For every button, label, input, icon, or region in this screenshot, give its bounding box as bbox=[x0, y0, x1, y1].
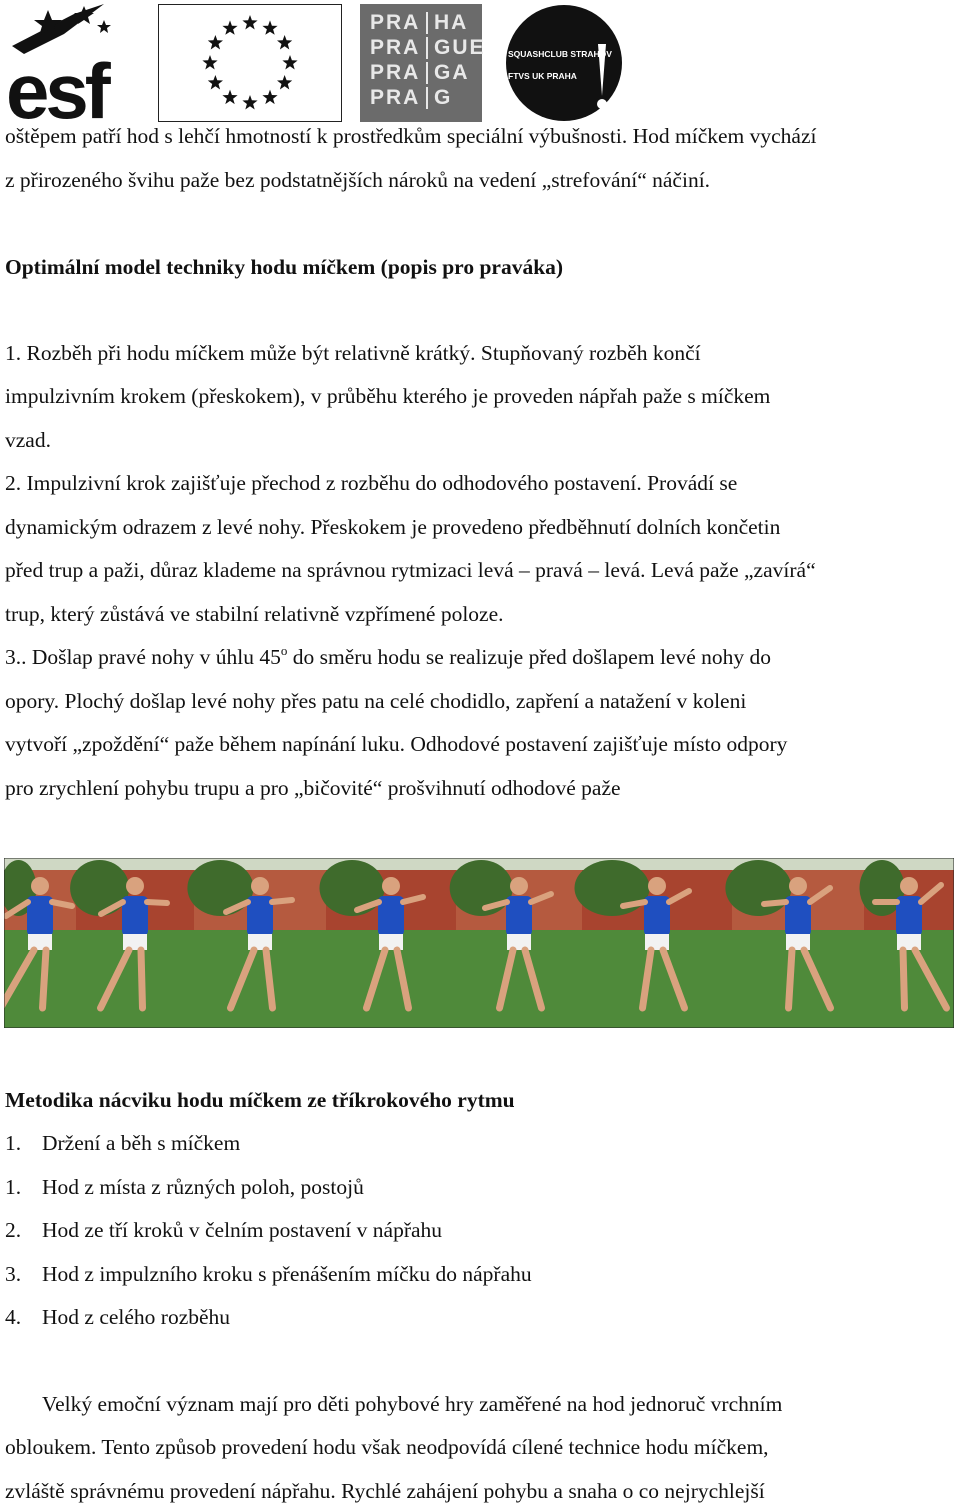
list-item bbox=[5, 1175, 364, 1200]
athlete-head bbox=[648, 877, 666, 895]
eu-star-icon bbox=[202, 55, 217, 70]
paragraph-line: trup, který zůstává ve stabilní relativně vzpřímené poloze. bbox=[5, 602, 504, 626]
praha-divider bbox=[426, 62, 428, 84]
eu-stars-icon bbox=[159, 5, 341, 121]
athlete-head bbox=[251, 877, 269, 895]
eu-star-icon bbox=[262, 90, 277, 105]
throw-sequence-photo bbox=[4, 858, 954, 1028]
list-number: 3. bbox=[5, 1262, 22, 1286]
esf-logo-graphic bbox=[4, 4, 140, 122]
praha-text: PRA bbox=[370, 36, 421, 59]
list-item bbox=[5, 1262, 532, 1287]
eu-star-icon bbox=[277, 75, 292, 90]
intro-line-2: z přirozeného švihu paže bez podstatnějších nároků na vedení „strefování“ náčiní. bbox=[5, 168, 711, 192]
athlete-arm bbox=[764, 902, 786, 904]
paragraph-line: 2. Impulzivní krok zajišťuje přechod z rozběhu do odhodového postavení. Provádí se bbox=[5, 471, 738, 495]
list-item bbox=[5, 1131, 240, 1156]
athlete-arm bbox=[623, 902, 645, 906]
angle-text-before: 3.. Došlap pravé nohy v úhlu 45 bbox=[5, 645, 281, 669]
athlete-head bbox=[510, 877, 528, 895]
paragraph-line: impulzivním krokem (přeskokem), v průběhu kterého je proveden nápřah paže s míčkem bbox=[5, 384, 771, 408]
praha-text: GA bbox=[434, 61, 470, 84]
athlete-head bbox=[126, 877, 144, 895]
paragraph-line: opory. Plochý došlap levé nohy přes patu na celé chodidlo, zapření a natažení v koleni bbox=[5, 689, 747, 713]
list-item bbox=[5, 1305, 230, 1330]
tree bbox=[450, 860, 513, 916]
eu-star-icon bbox=[277, 35, 292, 50]
list-number: 4. bbox=[5, 1305, 22, 1329]
list-item bbox=[5, 1218, 442, 1243]
paragraph-line: vzad. bbox=[5, 428, 51, 452]
esf-wordmark: esf bbox=[6, 47, 107, 122]
list-number: 1. bbox=[5, 1131, 22, 1155]
praha-divider bbox=[426, 37, 428, 59]
list-text: Hod z impulzního kroku s přenášením míčku do nápřahu bbox=[42, 1262, 532, 1286]
eu-flag-logo bbox=[158, 4, 342, 122]
tree bbox=[320, 860, 385, 916]
list-number: 1. bbox=[5, 1175, 22, 1199]
paragraph-line: 1. Rozběh při hodu míčkem může být relativně krátký. Stupňovaný rozběh končí bbox=[5, 341, 701, 365]
squash-top-text: SQUASHCLUB STRAHOV bbox=[508, 49, 612, 59]
praha-row bbox=[370, 85, 486, 110]
section-heading-technique: Optimální model techniky hodu míčkem (popis pro praváka) bbox=[5, 255, 564, 279]
squash-bottom-text: FTVS UK PRAHA bbox=[508, 71, 577, 81]
eu-star-icon bbox=[242, 15, 257, 30]
squash-circle-icon bbox=[498, 4, 630, 122]
list-text: Držení a běh s míčkem bbox=[42, 1131, 241, 1155]
tree bbox=[187, 860, 253, 916]
section-heading-methodology: Metodika nácviku hodu míčkem ze tříkrokového rytmu bbox=[5, 1088, 515, 1112]
praha-row bbox=[370, 35, 486, 60]
praha-divider bbox=[426, 87, 428, 109]
praha-text: HA bbox=[434, 11, 469, 34]
list-text: Hod z místa z různých poloh, postojů bbox=[42, 1175, 364, 1199]
squashclub-strahov-logo bbox=[498, 4, 630, 122]
paragraph-line: před trup a paži, důraz klademe na správnou rytmizaci levá – pravá – levá. Levá paže „zavírá“ bbox=[5, 558, 816, 582]
athlete-leg bbox=[141, 950, 143, 1008]
angle-text-after: do směru hodu se realizuje před došlapem levé nohy do bbox=[287, 645, 772, 669]
tree bbox=[575, 860, 650, 916]
praha-row bbox=[370, 10, 486, 35]
athlete-head bbox=[382, 877, 400, 895]
closing-line-3: zvláště správnému provedení nápřahu. Rychlé zahájení pohybu a snaha o co nejrychlejší bbox=[5, 1479, 765, 1503]
list-text: Hod z celého rozběhu bbox=[42, 1305, 231, 1329]
praha-text: PRA bbox=[370, 11, 421, 34]
athlete-head bbox=[789, 877, 807, 895]
tree bbox=[725, 860, 791, 916]
athlete-leg bbox=[43, 950, 47, 1008]
praha-wordmark bbox=[370, 10, 486, 110]
athlete-leg bbox=[789, 950, 793, 1008]
athlete-arm bbox=[52, 902, 72, 906]
athlete-head bbox=[900, 877, 918, 895]
list-text: Hod ze tří kroků v čelním postavení v nápřahu bbox=[42, 1218, 443, 1242]
athlete-arm bbox=[272, 900, 292, 902]
eu-star-icon bbox=[208, 75, 223, 90]
degree-superscript: o bbox=[280, 643, 288, 658]
eu-star-icon bbox=[282, 55, 297, 70]
list-number: 2. bbox=[5, 1218, 22, 1242]
athlete-head bbox=[31, 877, 49, 895]
esf-logo bbox=[4, 4, 140, 122]
eu-star-icon bbox=[242, 95, 257, 110]
eu-star-icon bbox=[222, 20, 237, 34]
intro-line-1: oštěpem patří hod s lehčí hmotností k prostředkům speciální výbušnosti. Hod míčkem vychází bbox=[5, 124, 817, 148]
eu-star-icon bbox=[208, 35, 223, 50]
eu-star-icon bbox=[222, 90, 237, 105]
paragraph-line: pro zrychlení pohybu trupu a pro „bičovité“ prošvihnutí odhodové paže bbox=[5, 776, 621, 800]
closing-line-1: Velký emoční význam mají pro děti pohybové hry zaměřené na hod jednoruč vrchním bbox=[42, 1392, 783, 1416]
paragraph-line: dynamickým odrazem z levé nohy. Přeskokem je provedeno předběhnutí dolních končetin bbox=[5, 515, 781, 539]
closing-line-2: obloukem. Tento způsob provedení hodu však neodpovídá cílené technice hodu míčkem, bbox=[5, 1435, 769, 1459]
praha-text: PRA bbox=[370, 86, 421, 109]
praha-text: PRA bbox=[370, 61, 421, 84]
praha-logo bbox=[360, 4, 486, 122]
athlete-leg bbox=[903, 950, 905, 1008]
praha-row bbox=[370, 60, 486, 85]
praha-text: G bbox=[434, 86, 453, 109]
praha-text: GUE bbox=[434, 36, 486, 59]
tree bbox=[70, 860, 129, 916]
paragraph-line: vytvoří „zpoždění“ paže během napínání luku. Odhodové postavení zajišťuje místo odpory bbox=[5, 732, 788, 756]
praha-divider bbox=[426, 12, 428, 34]
throw-sequence-figures bbox=[4, 858, 954, 1028]
athlete-arm bbox=[147, 902, 167, 903]
paragraph-line-angle bbox=[5, 645, 771, 670]
eu-star-icon bbox=[262, 20, 277, 34]
